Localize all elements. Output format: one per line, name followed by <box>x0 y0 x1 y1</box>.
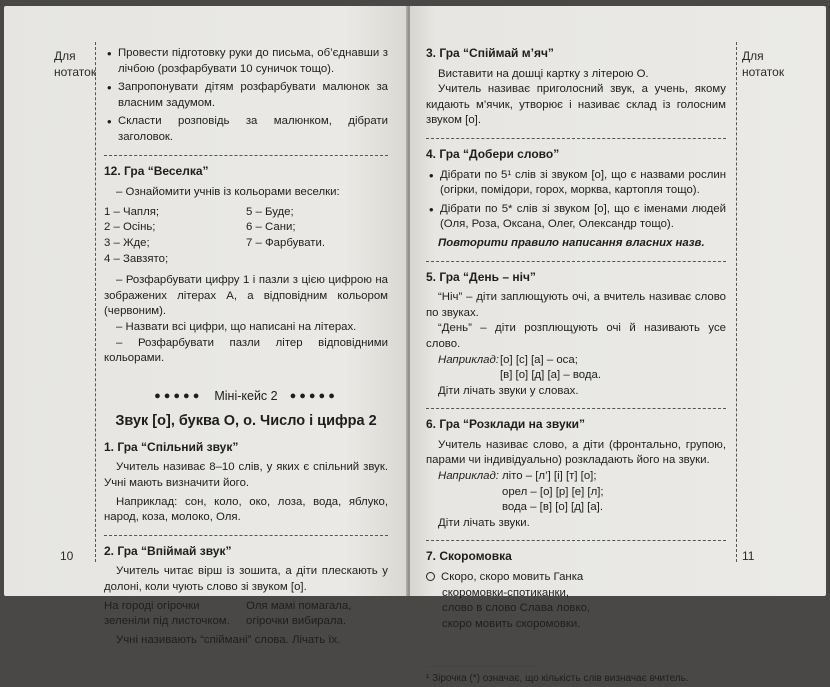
left-page <box>4 6 408 646</box>
section-heading: 1. Гра “Спільний звук” <box>104 439 239 454</box>
poem-columns <box>104 599 388 630</box>
example-label: Наприклад: <box>438 470 499 483</box>
bullet-list <box>426 168 726 233</box>
paragraph: – Назвати всі цифри, що написані на літерах. <box>116 320 357 333</box>
circle-bullet-icon <box>426 572 435 581</box>
paragraph: Учні називають “спіймані” слова. Лічать їх. <box>116 633 341 646</box>
divider <box>426 540 726 541</box>
paragraph: Учитель називає 8–10 слів, у яких є спільний звук. Учні мають визначити його. <box>104 461 388 490</box>
paragraph: Учитель читає вірш із зошита, а діти плескають у долоні, коли чують слово зі звуком [о]. <box>104 565 388 594</box>
list-item: 6 – Сани; <box>246 221 296 234</box>
list-item: 3 – Жде; <box>104 236 150 249</box>
paragraph: Наприклад: сон, коло, око, лоза, вода, яблуко, народ, коза, молоко, Оля. <box>104 495 388 524</box>
poem-line: скоро мовить скоромовки. <box>442 617 581 630</box>
list-item: 4 – Завзято; <box>104 252 169 265</box>
section-heading: 3. Гра “Спіймай м’яч” <box>426 46 554 60</box>
dots-decoration: ●●●●● <box>154 389 203 402</box>
column-a <box>104 599 246 630</box>
margin-note: Для нотаток <box>742 49 785 79</box>
footnote: ¹ Зірочка (*) означає, що кількість слів визначає вчитель. <box>426 673 689 685</box>
divider <box>426 261 726 262</box>
paragraph: Учитель називає слово, а діти (фронтально, групою, парами чи індивідуально) розкладають його на звуки. <box>426 438 726 467</box>
colors-columns <box>104 205 388 267</box>
right-page <box>410 6 826 685</box>
list-item: • Провести підготовку руки до письма, об’єднавши з лічбою (розфарбувати 10 суничок тощо). <box>104 46 388 77</box>
right-content <box>426 46 726 687</box>
poem-line: зеленіли під листочком. <box>104 615 230 628</box>
example-block <box>426 353 726 384</box>
list-item: 5 – Буде; <box>246 205 294 218</box>
poem-line: Оля мамі помагала, <box>246 599 352 612</box>
paragraph: Учитель називає приголосний звук, а учень, якому кидають м’ячик, утворює і називає склад із голосним звуком [о]. <box>426 83 726 127</box>
paragraph: “День” – діти розплющують очі й називають усе слово. <box>426 322 726 350</box>
column-a <box>104 205 246 267</box>
section-heading: 2. Гра “Впіймай звук” <box>104 543 232 558</box>
section-heading: 4. Гра “Добери слово” <box>426 146 560 161</box>
list-item: 2 – Осінь; <box>104 221 156 234</box>
example-line: [в] [о] [д] [а] – вода. <box>500 369 601 382</box>
dots-decoration: ●●●●● <box>289 389 338 402</box>
list-item: • Запропонувати дітям розфарбувати малюнок за власним задумом. <box>104 80 388 111</box>
paragraph: – Розфарбувати цифру 1 і пазли з цією цифрою на зображених літерах А, а відповідним кольором (червоним). <box>104 274 388 318</box>
tongue-twister <box>426 570 726 632</box>
example-line: літо – [л’] [і] [т] [о]; <box>502 470 597 483</box>
left-content <box>104 46 388 648</box>
poem-line: Скоро, скоро мовить Ганка <box>441 571 584 584</box>
section-heading: 5. Гра “День – ніч” <box>426 269 536 284</box>
divider <box>104 155 388 156</box>
page-number: 11 <box>742 549 755 563</box>
paragraph: – Ознайомити учнів із кольорами веселки: <box>116 186 340 199</box>
footnote-divider <box>426 666 536 667</box>
page-number: 10 <box>60 549 74 563</box>
list-item: • Дібрати по 5* слів зі звуком [о], що є іменами людей (Оля, Роза, Оксана, Олег, Олександр тощо). <box>426 202 726 233</box>
note-emphasis: Повторити правило написання власних назв. <box>438 236 705 249</box>
example-line: орел – [о] [р] [е] [л]; <box>502 485 604 498</box>
paragraph: “Ніч” – діти заплющують очі, а вчитель називає слово по звуках. <box>426 291 726 319</box>
poem-line: скоромовки-спотиканки, <box>442 586 570 599</box>
example-line: вода – [в] [о] [д] [а]. <box>502 501 603 514</box>
column-b <box>246 599 388 630</box>
divider <box>426 408 726 409</box>
example-line: [о] [с] [а] – оса; <box>500 353 578 366</box>
section-heading: 6. Гра “Розклади на звуки” <box>426 417 585 432</box>
list-item: • Скласти розповідь за малюнком, дібрати заголовок. <box>104 114 388 145</box>
divider <box>104 535 388 536</box>
divider <box>426 138 726 139</box>
example-label: Наприклад: <box>438 353 499 366</box>
mini-case-label: Міні-кейс 2 <box>214 388 278 403</box>
list-item: 1 – Чапля; <box>104 205 160 218</box>
margin-divider <box>736 42 737 562</box>
paragraph: Діти лічать звуки. <box>438 516 530 529</box>
mini-case-header <box>104 389 388 405</box>
list-item: 7 – Фарбувати. <box>246 236 326 249</box>
paragraph: Виставити на дошці картку з літерою О. <box>438 67 649 80</box>
example-block <box>426 469 726 516</box>
list-item: • Дібрати по 5¹ слів зі звуком [о], що є назвами рослин (огірки, помідори, горох, морква, картопля тощо). <box>426 168 726 199</box>
section-heading: 7. Скоромовка <box>426 549 512 564</box>
poem-line: слово в слово Слава ловко, <box>442 602 591 615</box>
poem-line: На городі огірочки <box>104 599 200 612</box>
paragraph: Діти лічать звуки у словах. <box>438 384 579 397</box>
topic-title: Звук [о], буква О, о. Число і цифра 2 <box>115 413 377 430</box>
margin-note: Для нотаток <box>54 49 97 79</box>
section-heading: 12. Гра “Веселка” <box>104 163 209 178</box>
margin-divider <box>95 42 96 562</box>
poem-line: огірочки вибирала. <box>246 615 347 628</box>
paragraph: – Розфарбувати пазли літер відповідними кольорами. <box>104 336 388 365</box>
bullet-list <box>104 46 388 146</box>
column-b <box>246 205 388 267</box>
